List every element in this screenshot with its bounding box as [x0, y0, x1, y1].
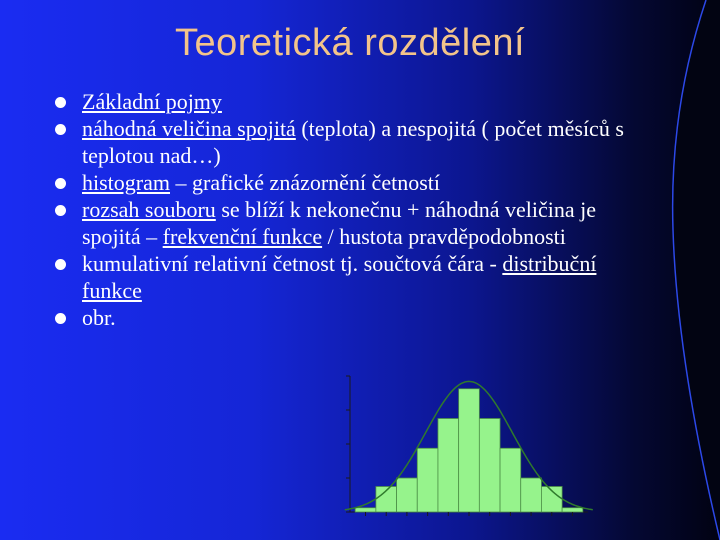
bullet-dot-icon — [55, 205, 66, 216]
bullet-text: (teplota) a nespojitá ( počet měsíců s teplotou nad…) — [82, 116, 624, 168]
slide-title: Teoretická rozdělení — [174, 22, 526, 64]
bullet-dot-icon — [55, 124, 66, 135]
dark-swoosh-band — [672, 0, 720, 540]
histogram-bar — [521, 478, 542, 512]
histogram-bar — [562, 508, 583, 512]
histogram-bar — [479, 419, 500, 513]
histogram-bar — [438, 419, 459, 513]
bullet-link-frekvencni-funkce[interactable]: frekvenční funkce — [162, 224, 323, 249]
bullet-item — [62, 169, 632, 196]
histogram-bar — [397, 478, 418, 512]
bullet-link-rozsah-souboru[interactable]: rozsah souboru — [82, 197, 216, 222]
bullet-text: / hustota pravděpodobnosti — [322, 224, 566, 249]
bullet-item — [62, 304, 632, 331]
bullet-link-histogram[interactable]: histogram — [82, 170, 170, 195]
bullet-item — [62, 88, 632, 115]
bullet-dot-icon — [55, 259, 66, 270]
bullet-text: – grafické znázornění četností — [170, 170, 440, 195]
bullet-list — [62, 88, 632, 331]
bullet-dot-icon — [55, 313, 66, 324]
histogram-bar — [417, 448, 438, 512]
bullet-dot-icon — [55, 97, 66, 108]
bullet-link-nahodna-velicina[interactable]: náhodná veličina spojitá — [82, 116, 296, 141]
histogram-bar — [355, 508, 376, 512]
bullet-text: se blíží k nekonečnu + náhodná veličina je spojitá – — [82, 197, 596, 249]
histogram-bar — [459, 389, 480, 512]
histogram-chart — [338, 370, 600, 520]
bullet-text: kumulativní relativní četnost tj. součtová čára - — [82, 251, 503, 276]
bullet-item — [62, 196, 632, 250]
bullet-link-zakladni-pojmy[interactable]: Základní pojmy — [82, 89, 222, 114]
bullet-dot-icon — [55, 178, 66, 189]
bullet-item — [62, 115, 632, 169]
bullet-item — [62, 250, 632, 304]
bullet-text: obr. — [82, 305, 116, 330]
histogram-bar — [500, 448, 521, 512]
bullet-link-distribucni-funkce[interactable]: distribuční funkce — [82, 251, 597, 303]
